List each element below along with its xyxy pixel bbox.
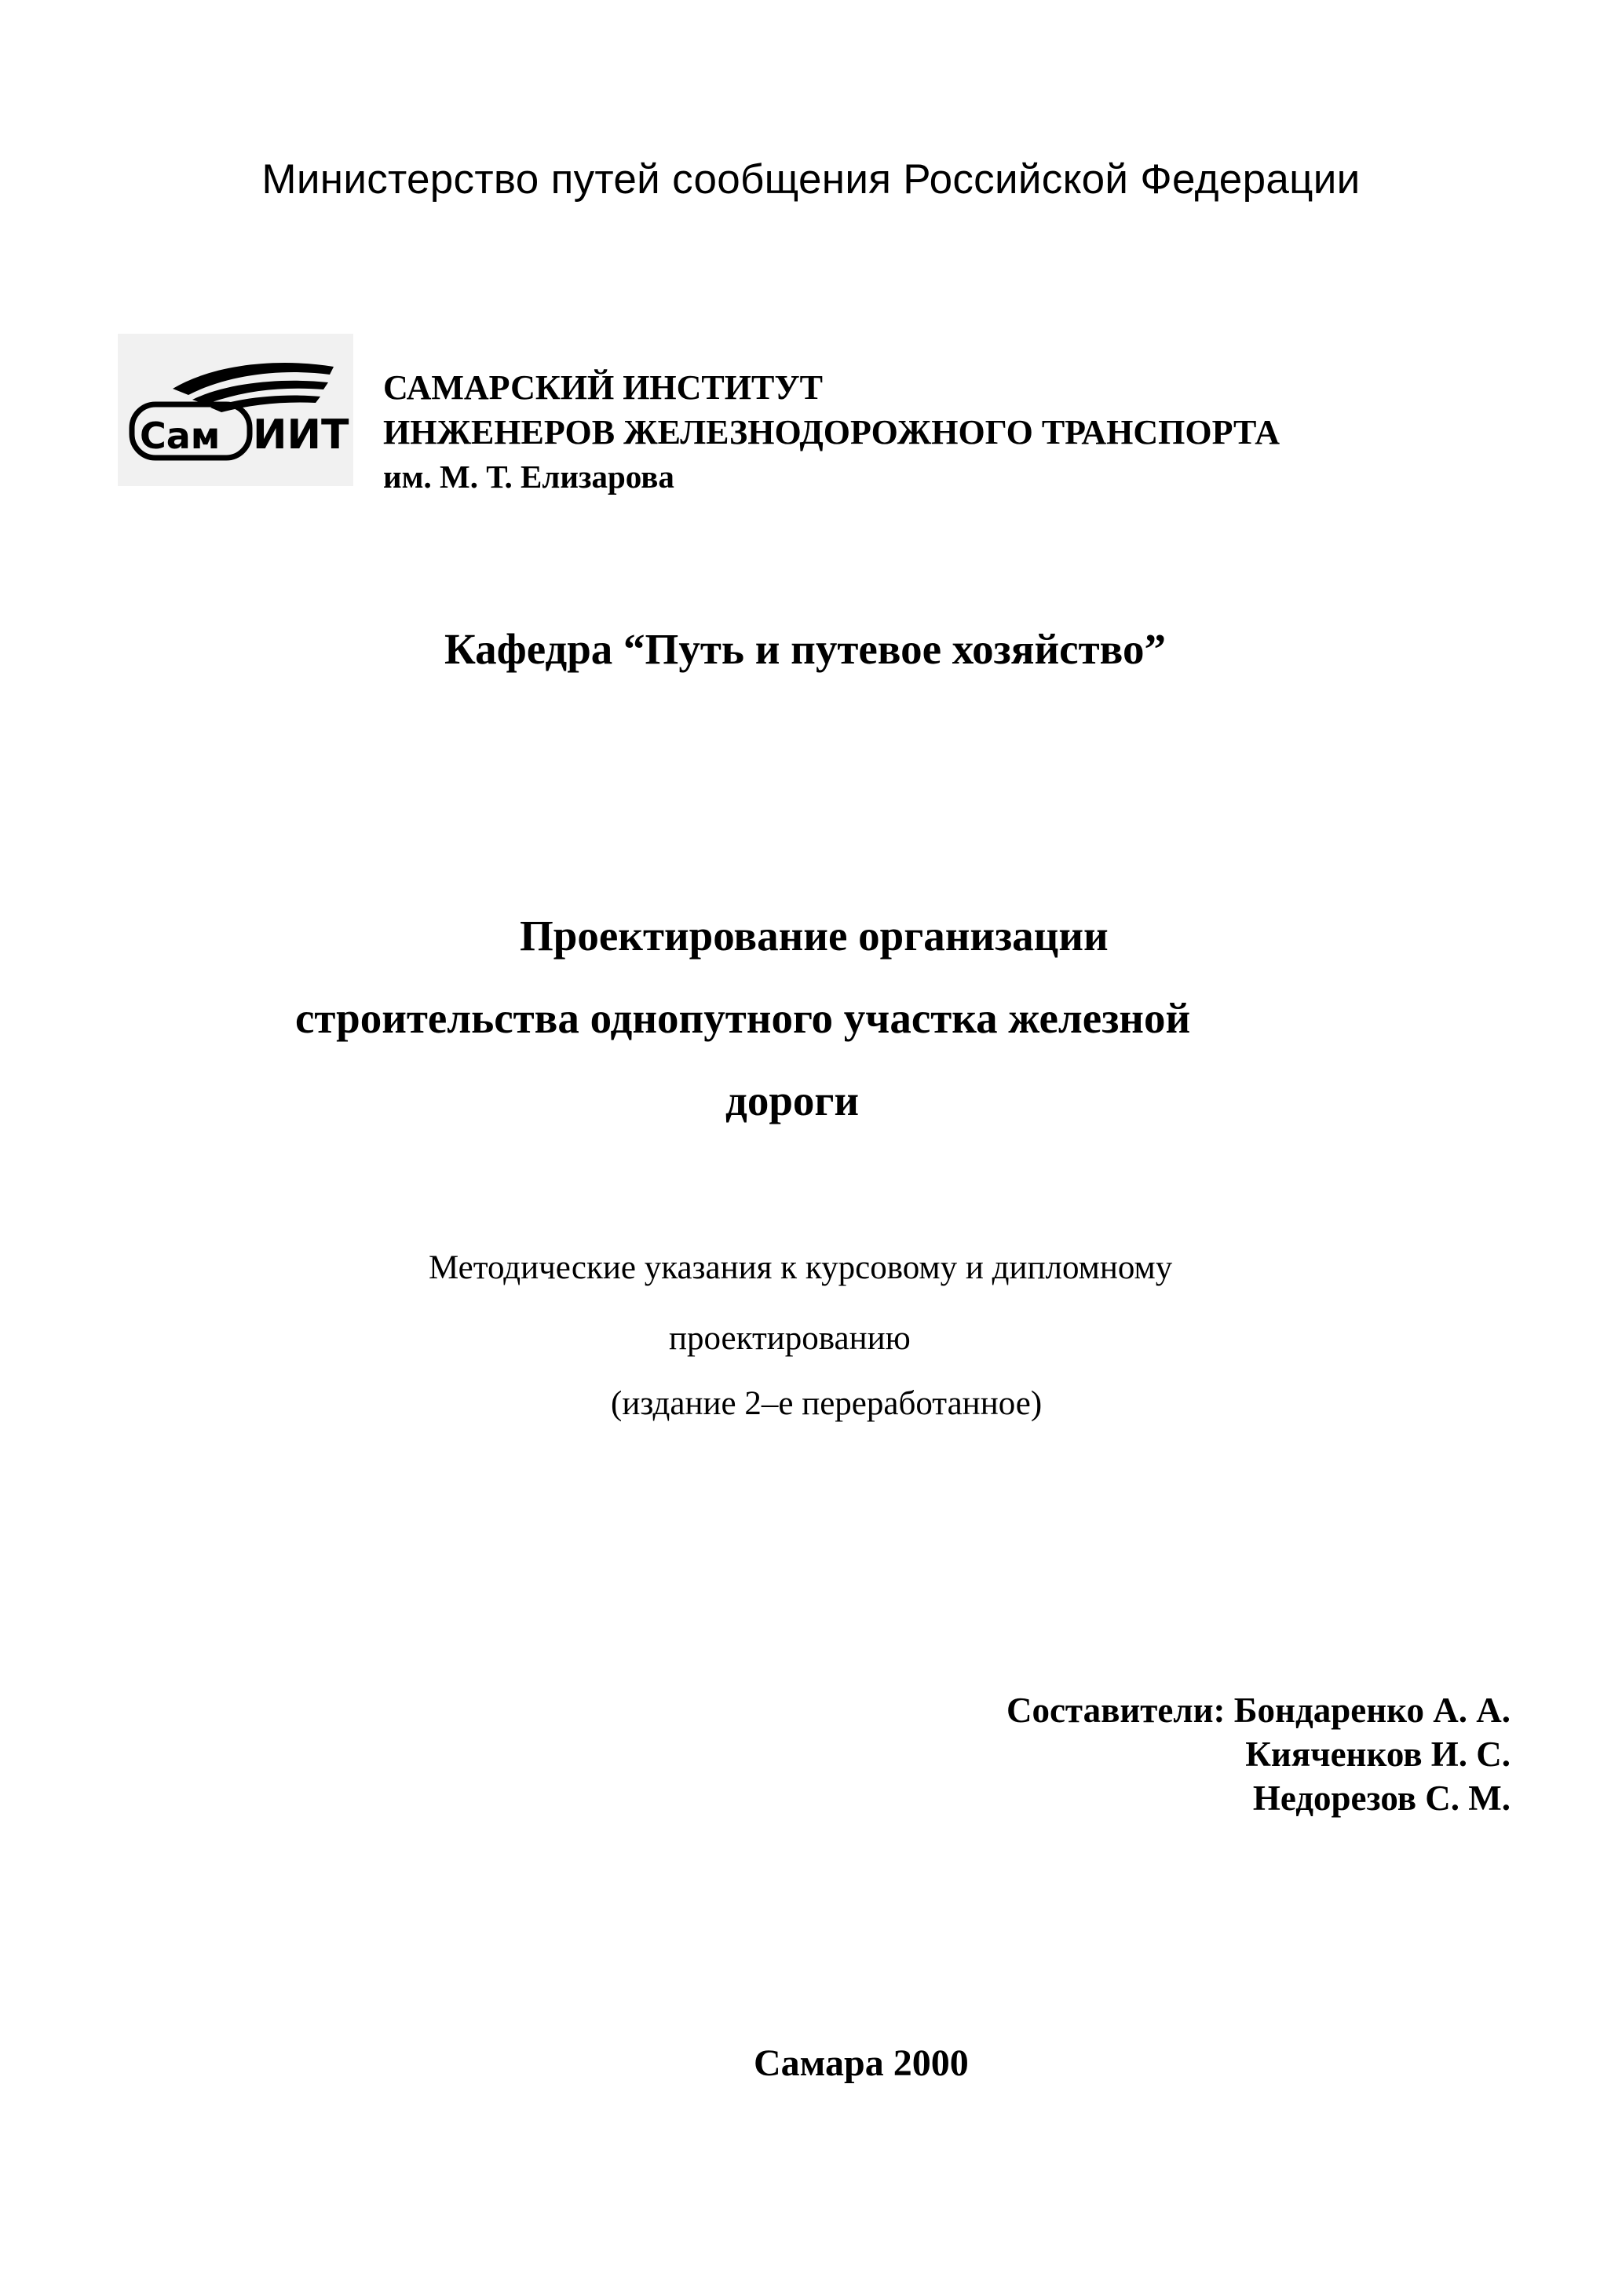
- subtitle-line-3: (издание 2–е переработанное): [611, 1385, 1043, 1422]
- document-title-line-3: дороги: [725, 1077, 860, 1124]
- document-title-line-2: строительства однопутного участка железной: [295, 994, 1191, 1042]
- institute-line-2: ИНЖЕНЕРОВ ЖЕЛЕЗНОДОРОЖНОГО ТРАНСПОРТА: [383, 413, 1280, 452]
- institute-name: [383, 365, 1280, 499]
- svg-text:Сам: Сам: [140, 415, 221, 457]
- authors-line-1: Составители: Бондаренко А. А.: [1006, 1691, 1511, 1730]
- svg-text:ИИТ: ИИТ: [253, 411, 349, 459]
- document-title-line-1: Проектирование организации: [520, 912, 1109, 960]
- subtitle-line-2: проектированию: [669, 1320, 911, 1357]
- institute-line-1: САМАРСКИЙ ИНСТИТУТ: [383, 368, 823, 407]
- department-heading: Кафедра “Путь и путевое хозяйство”: [444, 625, 1166, 673]
- subtitle-line-1: Методические указания к курсовому и дипломному: [429, 1249, 1173, 1286]
- authors-line-2: Кияченков И. С.: [1245, 1735, 1511, 1774]
- authors-block: [1006, 1688, 1511, 1820]
- institute-logo: [118, 334, 353, 486]
- authors-line-3: Недорезов С. М.: [1252, 1779, 1511, 1818]
- city-year: Самара 2000: [754, 2042, 969, 2084]
- ministry-heading: Министерство путей сообщения Российской Федерации: [261, 156, 1361, 203]
- institute-line-3: им. М. Т. Елизарова: [383, 459, 674, 495]
